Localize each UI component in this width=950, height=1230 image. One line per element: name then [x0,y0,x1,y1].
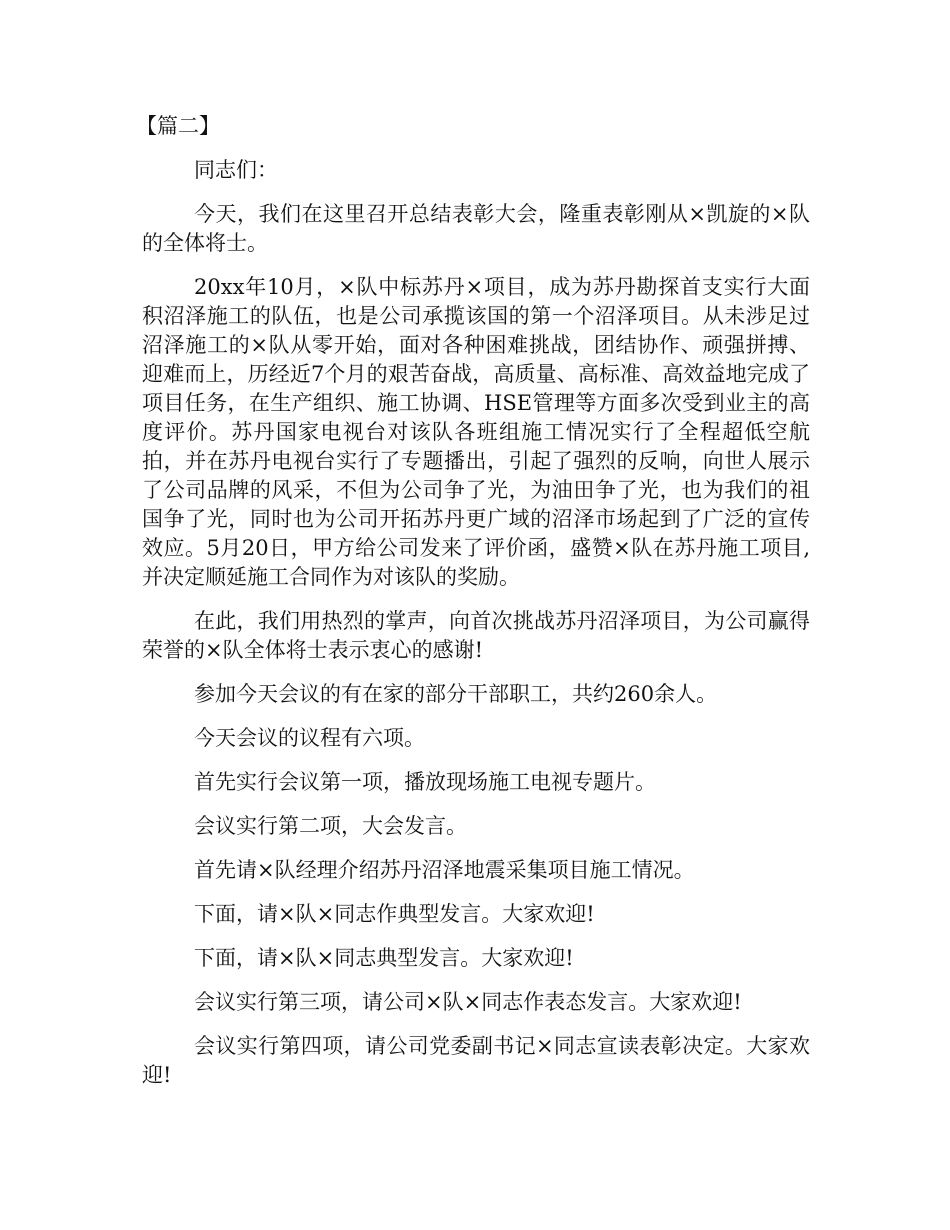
agenda-item-2-speaker-1: 首先请×队经理介绍苏丹沼泽地震采集项目施工情况。 [194,858,695,882]
attendance-paragraph: 参加今天会议的有在家的部分干部职工，共约260余人。 [194,682,718,706]
agenda-item-1: 首先实行会议第一项，播放现场施工电视专题片。 [194,770,656,794]
agenda-item-4: 会议实行第四项，请公司党委副书记×同志宣读表彰决定。大家欢迎! [142,1034,810,1087]
agenda-item-2-speaker-2: 下面，请×队×同志作典型发言。大家欢迎! [194,902,595,926]
agenda-item-3: 会议实行第三项，请公司×队×同志作表态发言。大家欢迎! [194,990,742,1014]
salutation-paragraph: 同志们： [194,158,278,182]
agenda-intro-paragraph: 今天会议的议程有六项。 [194,726,425,750]
opening-paragraph: 今天，我们在这里召开总结表彰大会，隆重表彰刚从×凯旋的×队的全体将士。 [142,202,810,255]
project-summary-paragraph: 20xx年10月，×队中标苏丹×项目，成为苏丹勘探首支实行大面积沼泽施工的队伍，也是公司承揽该国的第一个沼泽项目。从未涉足过沼泽施工的×队从零开始，面对各种困难挑战，团结协作、顽强拼搏、迎难而上，历经近7个月的艰苦奋战，高质量、高标准、高效益地完成了项目任务，在生产组织、施工协调、HSE管理等方面多次受到业主的高度评价。苏丹国家电视台对该队各班组施工情况实行了全程超低空航拍，并在苏丹电视台实行了专题播出，引起了强烈的反响，向世人展示了公司品牌的风采，不但为公司争了光，为油田争了光，也为我们的祖国争了光，同时也为公司开拓苏丹更广域的沼泽市场起到了广泛的宣传效应。5月20日，甲方给公司发来了评价函，盛赞×队在苏丹施工项目,并决定顺延施工合同作为对该队的奖励。 [142,275,810,589]
document-body [136,112,810,1105]
section-title: 【篇二】 [136,114,220,138]
agenda-item-2: 会议实行第二项，大会发言。 [194,814,467,838]
thanks-paragraph: 在此，我们用热烈的掌声，向首次挑战苏丹沼泽项目，为公司赢得荣誉的×队全体将士表示衷心的感谢! [142,609,810,662]
agenda-item-2-speaker-3: 下面，请×队×同志典型发言。大家欢迎! [194,946,574,970]
